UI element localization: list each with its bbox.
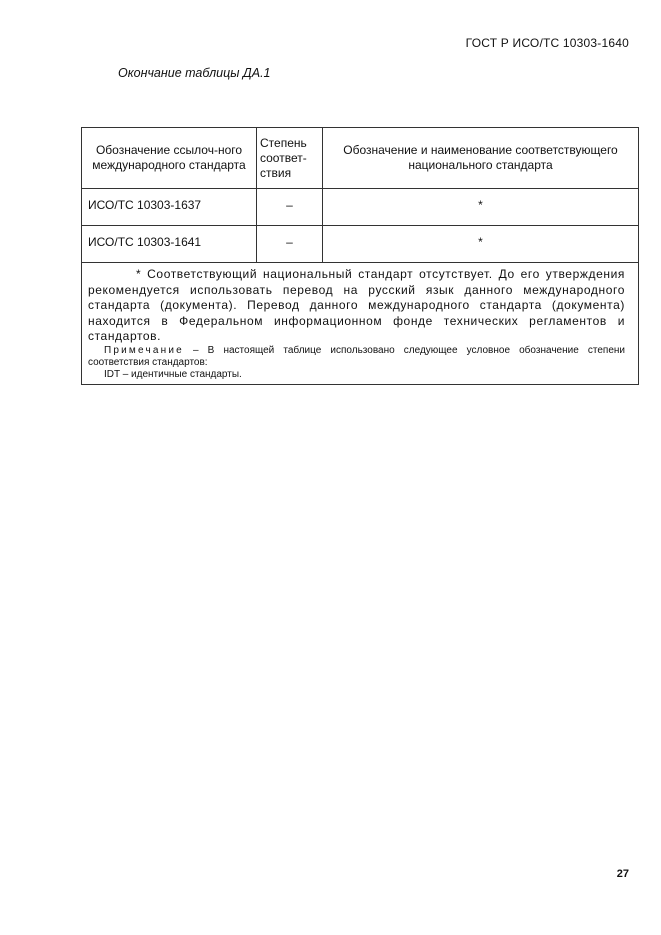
column-header-designation: Обозначение ссылоч-ного международного стандарта <box>82 128 257 189</box>
table-header-row <box>82 128 639 189</box>
table-row <box>82 189 639 226</box>
cell-national: * <box>323 226 639 263</box>
cell-degree: – <box>257 189 323 226</box>
table-row <box>82 226 639 263</box>
correspondence-table <box>81 127 639 385</box>
column-header-degree: Степень соответ-ствия <box>257 128 323 189</box>
cell-degree: – <box>257 226 323 263</box>
table-footnote-row <box>82 263 639 385</box>
cell-designation: ИСО/ТС 10303-1641 <box>82 226 257 263</box>
page-number: 27 <box>616 868 629 880</box>
document-header: ГОСТ Р ИСО/ТС 10303-1640 <box>465 36 629 50</box>
note-item: IDT – идентичные стандарты. <box>104 368 242 380</box>
footnote-cell <box>82 263 639 385</box>
cell-national: * <box>323 189 639 226</box>
table-note <box>88 345 625 369</box>
note-label: Примечание <box>104 344 184 356</box>
cell-designation: ИСО/ТС 10303-1637 <box>82 189 257 226</box>
table-caption: Окончание таблицы ДА.1 <box>118 66 271 80</box>
column-header-national: Обозначение и наименование соответствующего национального стандарта <box>323 128 639 189</box>
note-text: – В настоящей таблице использовано следующее условное обозначение степени соответствия стандартов: <box>88 344 625 368</box>
footnote-text: * Соответствующий национальный стандарт отсутствует. До его утверждения рекомендуется использовать перевод на русский язык данного международного стандарта (документа). Перевод данного международного стандарта (документа) находится в Федеральном информационном фонде технических регламентов и стандартов. <box>88 267 625 343</box>
